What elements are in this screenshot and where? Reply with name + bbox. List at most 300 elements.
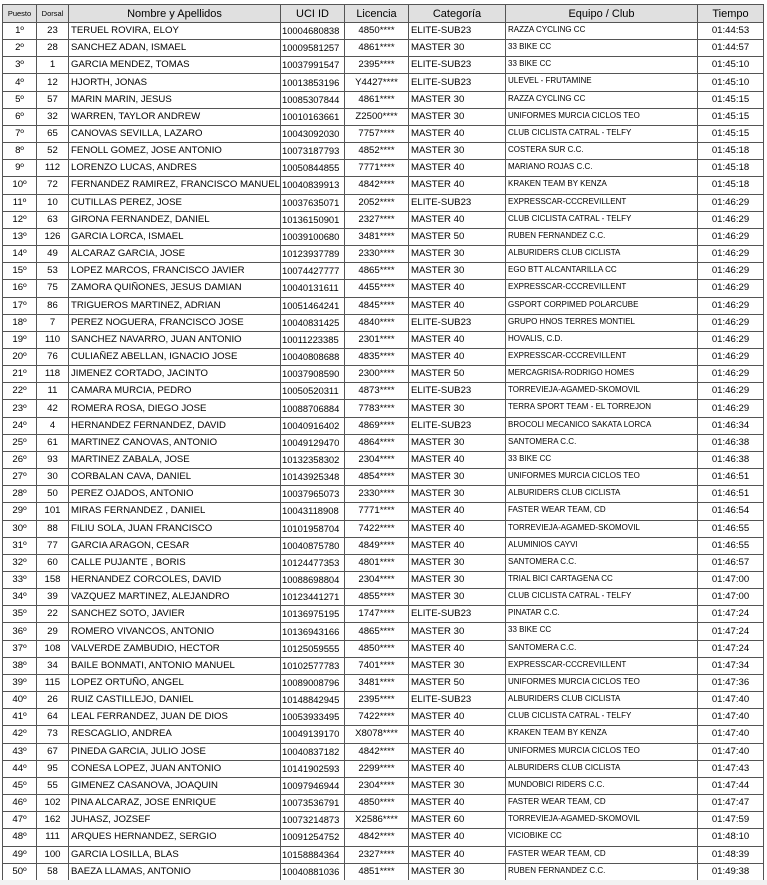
cell-nombre: SANCHEZ ADAN, ISMAEL xyxy=(69,40,281,57)
cell-categoria: MASTER 40 xyxy=(409,520,506,537)
cell-uci-id: 10125059555 xyxy=(281,640,345,657)
cell-licencia: 2304**** xyxy=(345,572,409,589)
cell-categoria: MASTER 30 xyxy=(409,40,506,57)
cell-tiempo: 01:46:51 xyxy=(698,486,764,503)
cell-dorsal: 32 xyxy=(37,108,69,125)
cell-dorsal: 61 xyxy=(37,434,69,451)
cell-nombre: FENOLL GOMEZ, JOSE ANTONIO xyxy=(69,143,281,160)
cell-dorsal: 42 xyxy=(37,400,69,417)
cell-uci-id: 10049129470 xyxy=(281,434,345,451)
cell-dorsal: 108 xyxy=(37,640,69,657)
cell-uci-id: 10136150901 xyxy=(281,211,345,228)
cell-equipo: FASTER WEAR TEAM, CD xyxy=(506,795,698,812)
cell-puesto: 46º xyxy=(3,795,37,812)
cell-nombre: HJORTH, JONAS xyxy=(69,74,281,91)
cell-categoria: ELITE-SUB23 xyxy=(409,314,506,331)
cell-categoria: MASTER 30 xyxy=(409,91,506,108)
cell-puesto: 43º xyxy=(3,743,37,760)
cell-nombre: CANOVAS SEVILLA, LAZARO xyxy=(69,125,281,142)
cell-categoria: MASTER 40 xyxy=(409,177,506,194)
table-row xyxy=(3,657,764,674)
cell-equipo: BROCOLI MECANICO SAKATA LORCA xyxy=(506,417,698,434)
cell-puesto: 37º xyxy=(3,640,37,657)
cell-equipo: EGO BTT ALCANTARILLA CC xyxy=(506,263,698,280)
cell-equipo: 33 BIKE CC xyxy=(506,40,698,57)
cell-dorsal: 73 xyxy=(37,726,69,743)
cell-categoria: MASTER 50 xyxy=(409,674,506,691)
cell-dorsal: 10 xyxy=(37,194,69,211)
cell-dorsal: 57 xyxy=(37,91,69,108)
cell-nombre: LEAL FERRANDEZ, JUAN DE DIOS xyxy=(69,709,281,726)
cell-equipo: RAZZA CYCLING CC xyxy=(506,91,698,108)
cell-nombre: GIMENEZ CASANOVA, JOAQUIN xyxy=(69,777,281,794)
cell-puesto: 13º xyxy=(3,228,37,245)
cell-tiempo: 01:47:40 xyxy=(698,692,764,709)
cell-uci-id: 10089008796 xyxy=(281,674,345,691)
header-puesto: Puesto xyxy=(3,5,37,23)
table-row xyxy=(3,125,764,142)
cell-uci-id: 10097946944 xyxy=(281,777,345,794)
cell-categoria: MASTER 30 xyxy=(409,623,506,640)
cell-categoria: MASTER 60 xyxy=(409,812,506,829)
cell-equipo: ALBURIDERS CLUB CICLISTA xyxy=(506,760,698,777)
cell-uci-id: 10040131611 xyxy=(281,280,345,297)
cell-licencia: X2586**** xyxy=(345,812,409,829)
table-row xyxy=(3,812,764,829)
cell-uci-id: 10040831425 xyxy=(281,314,345,331)
table-row xyxy=(3,846,764,863)
cell-tiempo: 01:47:40 xyxy=(698,743,764,760)
cell-equipo: EXPRESSCAR-CCCREVILLENT xyxy=(506,657,698,674)
cell-dorsal: 7 xyxy=(37,314,69,331)
cell-tiempo: 01:48:10 xyxy=(698,829,764,846)
cell-licencia: 4801**** xyxy=(345,554,409,571)
cell-licencia: 4842**** xyxy=(345,177,409,194)
cell-licencia: Z2500**** xyxy=(345,108,409,125)
cell-equipo: RUBEN FERNANDEZ C.C. xyxy=(506,863,698,880)
cell-uci-id: 10123937789 xyxy=(281,246,345,263)
cell-tiempo: 01:46:29 xyxy=(698,297,764,314)
cell-categoria: MASTER 30 xyxy=(409,589,506,606)
cell-uci-id: 10040875780 xyxy=(281,537,345,554)
cell-licencia: 4873**** xyxy=(345,383,409,400)
cell-puesto: 34º xyxy=(3,589,37,606)
cell-licencia: 4861**** xyxy=(345,40,409,57)
cell-tiempo: 01:45:15 xyxy=(698,91,764,108)
cell-equipo: UNIFORMES MURCIA CICLOS TEO xyxy=(506,674,698,691)
cell-categoria: MASTER 40 xyxy=(409,160,506,177)
cell-licencia: 2395**** xyxy=(345,57,409,74)
cell-licencia: 7783**** xyxy=(345,400,409,417)
cell-nombre: TRIGUEROS MARTINEZ, ADRIAN xyxy=(69,297,281,314)
cell-licencia: 2395**** xyxy=(345,692,409,709)
cell-dorsal: 30 xyxy=(37,469,69,486)
cell-tiempo: 01:47:34 xyxy=(698,657,764,674)
cell-licencia: 4864**** xyxy=(345,434,409,451)
cell-puesto: 9º xyxy=(3,160,37,177)
cell-uci-id: 10053933495 xyxy=(281,709,345,726)
header-tiempo: Tiempo xyxy=(698,5,764,23)
cell-uci-id: 10102577783 xyxy=(281,657,345,674)
cell-equipo: 33 BIKE CC xyxy=(506,57,698,74)
cell-equipo: KRAKEN TEAM BY KENZA xyxy=(506,177,698,194)
cell-dorsal: 58 xyxy=(37,863,69,880)
cell-uci-id: 10039100680 xyxy=(281,228,345,245)
cell-equipo: COSTERA SUR C.C. xyxy=(506,143,698,160)
cell-categoria: MASTER 40 xyxy=(409,743,506,760)
cell-tiempo: 01:47:36 xyxy=(698,674,764,691)
cell-dorsal: 110 xyxy=(37,331,69,348)
cell-puesto: 48º xyxy=(3,829,37,846)
cell-puesto: 41º xyxy=(3,709,37,726)
cell-categoria: MASTER 30 xyxy=(409,863,506,880)
cell-uci-id: 10040808688 xyxy=(281,348,345,365)
cell-uci-id: 10004680838 xyxy=(281,23,345,40)
cell-categoria: MASTER 40 xyxy=(409,348,506,365)
cell-dorsal: 76 xyxy=(37,348,69,365)
cell-tiempo: 01:44:53 xyxy=(698,23,764,40)
cell-puesto: 35º xyxy=(3,606,37,623)
cell-licencia: Y4427**** xyxy=(345,74,409,91)
cell-categoria: MASTER 30 xyxy=(409,246,506,263)
header-nombre: Nombre y Apellidos xyxy=(69,5,281,23)
cell-uci-id: 10040881036 xyxy=(281,863,345,880)
cell-nombre: FERNANDEZ RAMIREZ, FRANCISCO MANUEL xyxy=(69,177,281,194)
table-row xyxy=(3,108,764,125)
cell-puesto: 49º xyxy=(3,846,37,863)
cell-equipo: VICIOBIKE CC xyxy=(506,829,698,846)
cell-equipo: MERCAGRISA-RODRIGO HOMES xyxy=(506,366,698,383)
table-row xyxy=(3,366,764,383)
table-row xyxy=(3,40,764,57)
cell-tiempo: 01:46:29 xyxy=(698,331,764,348)
cell-uci-id: 10148842945 xyxy=(281,692,345,709)
cell-nombre: GIRONA FERNANDEZ, DANIEL xyxy=(69,211,281,228)
cell-puesto: 22º xyxy=(3,383,37,400)
cell-puesto: 45º xyxy=(3,777,37,794)
results-table xyxy=(2,4,764,881)
table-row xyxy=(3,623,764,640)
cell-uci-id: 10088706884 xyxy=(281,400,345,417)
table-row xyxy=(3,417,764,434)
table-row xyxy=(3,331,764,348)
cell-uci-id: 10040916402 xyxy=(281,417,345,434)
cell-tiempo: 01:46:29 xyxy=(698,246,764,263)
cell-licencia: 7771**** xyxy=(345,503,409,520)
cell-dorsal: 11 xyxy=(37,383,69,400)
cell-licencia: 4835**** xyxy=(345,348,409,365)
cell-dorsal: 86 xyxy=(37,297,69,314)
cell-tiempo: 01:45:10 xyxy=(698,74,764,91)
cell-licencia: 7771**** xyxy=(345,160,409,177)
cell-equipo: ALUMINIOS CAYVI xyxy=(506,537,698,554)
cell-nombre: GARCIA LOSILLA, BLAS xyxy=(69,846,281,863)
cell-tiempo: 01:47:00 xyxy=(698,589,764,606)
cell-puesto: 16º xyxy=(3,280,37,297)
cell-uci-id: 10011223385 xyxy=(281,331,345,348)
cell-licencia: 4851**** xyxy=(345,863,409,880)
cell-tiempo: 01:46:29 xyxy=(698,228,764,245)
cell-licencia: 4850**** xyxy=(345,640,409,657)
cell-licencia: 4845**** xyxy=(345,297,409,314)
cell-licencia: 4869**** xyxy=(345,417,409,434)
cell-dorsal: 88 xyxy=(37,520,69,537)
cell-uci-id: 10091254752 xyxy=(281,829,345,846)
cell-equipo: CLUB CICLISTA CATRAL - TELFY xyxy=(506,125,698,142)
cell-nombre: LOPEZ MARCOS, FRANCISCO JAVIER xyxy=(69,263,281,280)
cell-categoria: MASTER 30 xyxy=(409,400,506,417)
cell-dorsal: 126 xyxy=(37,228,69,245)
cell-nombre: MARTINEZ CANOVAS, ANTONIO xyxy=(69,434,281,451)
cell-categoria: MASTER 30 xyxy=(409,469,506,486)
table-row xyxy=(3,726,764,743)
cell-licencia: 1747**** xyxy=(345,606,409,623)
cell-categoria: MASTER 40 xyxy=(409,451,506,468)
cell-puesto: 40º xyxy=(3,692,37,709)
table-row xyxy=(3,640,764,657)
cell-tiempo: 01:44:57 xyxy=(698,40,764,57)
cell-dorsal: 39 xyxy=(37,589,69,606)
cell-categoria: MASTER 40 xyxy=(409,125,506,142)
cell-tiempo: 01:46:57 xyxy=(698,554,764,571)
cell-uci-id: 10037965073 xyxy=(281,486,345,503)
header-uci-id: UCI ID xyxy=(281,5,345,23)
cell-dorsal: 52 xyxy=(37,143,69,160)
cell-tiempo: 01:47:43 xyxy=(698,760,764,777)
cell-equipo: UNIFORMES MURCIA CICLOS TEO xyxy=(506,108,698,125)
cell-uci-id: 10136975195 xyxy=(281,606,345,623)
table-row xyxy=(3,177,764,194)
cell-nombre: PINEDA GARCIA, JULIO JOSE xyxy=(69,743,281,760)
table-row xyxy=(3,674,764,691)
cell-categoria: MASTER 40 xyxy=(409,537,506,554)
header-licencia: Licencia xyxy=(345,5,409,23)
table-row xyxy=(3,160,764,177)
cell-puesto: 7º xyxy=(3,125,37,142)
cell-uci-id: 10040837182 xyxy=(281,743,345,760)
table-row xyxy=(3,297,764,314)
table-row xyxy=(3,263,764,280)
cell-licencia: 2299**** xyxy=(345,760,409,777)
table-row xyxy=(3,777,764,794)
table-row xyxy=(3,760,764,777)
cell-tiempo: 01:46:51 xyxy=(698,469,764,486)
cell-uci-id: 10158884364 xyxy=(281,846,345,863)
cell-licencia: 4842**** xyxy=(345,743,409,760)
cell-categoria: MASTER 30 xyxy=(409,657,506,674)
cell-licencia: 3481**** xyxy=(345,228,409,245)
cell-licencia: 3481**** xyxy=(345,674,409,691)
cell-puesto: 33º xyxy=(3,572,37,589)
cell-uci-id: 10037991547 xyxy=(281,57,345,74)
header-categoria: Categoría xyxy=(409,5,506,23)
table-row xyxy=(3,400,764,417)
cell-dorsal: 95 xyxy=(37,760,69,777)
cell-puesto: 19º xyxy=(3,331,37,348)
cell-equipo: GSPORT CORPIMED POLARCUBE xyxy=(506,297,698,314)
cell-uci-id: 10049139170 xyxy=(281,726,345,743)
cell-nombre: GARCIA ARAGON, CESAR xyxy=(69,537,281,554)
cell-dorsal: 55 xyxy=(37,777,69,794)
cell-puesto: 50º xyxy=(3,863,37,880)
cell-puesto: 8º xyxy=(3,143,37,160)
cell-equipo: EXPRESSCAR-CCCREVILLENT xyxy=(506,280,698,297)
cell-dorsal: 111 xyxy=(37,829,69,846)
cell-tiempo: 01:45:15 xyxy=(698,125,764,142)
cell-equipo: TERRA SPORT TEAM - EL TORREJON xyxy=(506,400,698,417)
cell-nombre: CONESA LOPEZ, JUAN ANTONIO xyxy=(69,760,281,777)
table-row xyxy=(3,348,764,365)
cell-licencia: 2330**** xyxy=(345,246,409,263)
cell-licencia: 4865**** xyxy=(345,263,409,280)
table-row xyxy=(3,280,764,297)
cell-equipo: TORREVIEJA-AGAMED-SKOMOVIL xyxy=(506,520,698,537)
cell-puesto: 31º xyxy=(3,537,37,554)
cell-categoria: MASTER 40 xyxy=(409,640,506,657)
cell-categoria: MASTER 40 xyxy=(409,331,506,348)
table-row xyxy=(3,211,764,228)
cell-tiempo: 01:46:29 xyxy=(698,211,764,228)
cell-tiempo: 01:46:29 xyxy=(698,194,764,211)
cell-tiempo: 01:46:38 xyxy=(698,434,764,451)
cell-puesto: 38º xyxy=(3,657,37,674)
cell-nombre: HERNANDEZ CORCOLES, DAVID xyxy=(69,572,281,589)
cell-dorsal: 60 xyxy=(37,554,69,571)
cell-uci-id: 10073536791 xyxy=(281,795,345,812)
table-row xyxy=(3,486,764,503)
table-body xyxy=(3,23,764,881)
cell-dorsal: 77 xyxy=(37,537,69,554)
cell-categoria: ELITE-SUB23 xyxy=(409,74,506,91)
cell-licencia: 4865**** xyxy=(345,623,409,640)
table-row xyxy=(3,74,764,91)
cell-equipo: GRUPO HNOS TERRES MONTIEL xyxy=(506,314,698,331)
cell-categoria: MASTER 30 xyxy=(409,143,506,160)
cell-dorsal: 115 xyxy=(37,674,69,691)
cell-puesto: 28º xyxy=(3,486,37,503)
cell-uci-id: 10037635071 xyxy=(281,194,345,211)
cell-equipo: TORREVIEJA-AGAMED-SKOMOVIL xyxy=(506,383,698,400)
cell-puesto: 5º xyxy=(3,91,37,108)
cell-nombre: GARCIA MENDEZ, TOMAS xyxy=(69,57,281,74)
cell-puesto: 2º xyxy=(3,40,37,57)
cell-uci-id: 10050520311 xyxy=(281,383,345,400)
cell-uci-id: 10136943166 xyxy=(281,623,345,640)
cell-puesto: 47º xyxy=(3,812,37,829)
cell-uci-id: 10143925348 xyxy=(281,469,345,486)
cell-tiempo: 01:46:54 xyxy=(698,503,764,520)
cell-categoria: MASTER 40 xyxy=(409,503,506,520)
cell-nombre: WARREN, TAYLOR ANDREW xyxy=(69,108,281,125)
cell-tiempo: 01:46:29 xyxy=(698,348,764,365)
cell-categoria: MASTER 40 xyxy=(409,829,506,846)
cell-categoria: MASTER 30 xyxy=(409,572,506,589)
cell-puesto: 12º xyxy=(3,211,37,228)
cell-equipo: SANTOMERA C.C. xyxy=(506,434,698,451)
table-row xyxy=(3,572,764,589)
cell-puesto: 11º xyxy=(3,194,37,211)
table-row xyxy=(3,606,764,623)
cell-dorsal: 28 xyxy=(37,40,69,57)
cell-tiempo: 01:47:24 xyxy=(698,640,764,657)
cell-tiempo: 01:46:29 xyxy=(698,263,764,280)
cell-categoria: MASTER 30 xyxy=(409,554,506,571)
cell-categoria: MASTER 50 xyxy=(409,228,506,245)
cell-tiempo: 01:45:18 xyxy=(698,177,764,194)
cell-nombre: ARQUES HERNANDEZ, SERGIO xyxy=(69,829,281,846)
cell-nombre: LOPEZ ORTUÑO, ANGEL xyxy=(69,674,281,691)
table-row xyxy=(3,246,764,263)
cell-uci-id: 10009581257 xyxy=(281,40,345,57)
cell-uci-id: 10037908590 xyxy=(281,366,345,383)
cell-equipo: ULEVEL - FRUTAMINE xyxy=(506,74,698,91)
cell-dorsal: 34 xyxy=(37,657,69,674)
cell-nombre: SANCHEZ NAVARRO, JUAN ANTONIO xyxy=(69,331,281,348)
table-row xyxy=(3,709,764,726)
cell-equipo: FASTER WEAR TEAM, CD xyxy=(506,503,698,520)
cell-licencia: 2301**** xyxy=(345,331,409,348)
table-row xyxy=(3,692,764,709)
cell-tiempo: 01:46:29 xyxy=(698,400,764,417)
cell-uci-id: 10141902593 xyxy=(281,760,345,777)
cell-nombre: FILIU SOLA, JUAN FRANCISCO xyxy=(69,520,281,537)
cell-categoria: MASTER 30 xyxy=(409,434,506,451)
cell-licencia: 4842**** xyxy=(345,829,409,846)
cell-licencia: 4840**** xyxy=(345,314,409,331)
cell-tiempo: 01:47:40 xyxy=(698,726,764,743)
cell-dorsal: 65 xyxy=(37,125,69,142)
table-row xyxy=(3,91,764,108)
cell-puesto: 3º xyxy=(3,57,37,74)
cell-dorsal: 49 xyxy=(37,246,69,263)
cell-nombre: ZAMORA QUIÑONES, JESUS DAMIAN xyxy=(69,280,281,297)
cell-puesto: 21º xyxy=(3,366,37,383)
cell-equipo: SANTOMERA C.C. xyxy=(506,554,698,571)
cell-uci-id: 10088698804 xyxy=(281,572,345,589)
table-row xyxy=(3,795,764,812)
cell-dorsal: 4 xyxy=(37,417,69,434)
cell-uci-id: 10043092030 xyxy=(281,125,345,142)
cell-uci-id: 10124477353 xyxy=(281,554,345,571)
cell-nombre: RUIZ CASTILLEJO, DANIEL xyxy=(69,692,281,709)
table-row xyxy=(3,503,764,520)
cell-nombre: VAZQUEZ MARTINEZ, ALEJANDRO xyxy=(69,589,281,606)
cell-puesto: 10º xyxy=(3,177,37,194)
cell-uci-id: 10074427777 xyxy=(281,263,345,280)
cell-dorsal: 63 xyxy=(37,211,69,228)
cell-puesto: 32º xyxy=(3,554,37,571)
table-row xyxy=(3,469,764,486)
cell-equipo: FASTER WEAR TEAM, CD xyxy=(506,846,698,863)
cell-licencia: 4855**** xyxy=(345,589,409,606)
cell-tiempo: 01:47:24 xyxy=(698,623,764,640)
cell-licencia: 7757**** xyxy=(345,125,409,142)
cell-equipo: TORREVIEJA-AGAMED-SKOMOVIL xyxy=(506,812,698,829)
cell-tiempo: 01:47:00 xyxy=(698,572,764,589)
cell-uci-id: 10050844855 xyxy=(281,160,345,177)
cell-categoria: MASTER 40 xyxy=(409,726,506,743)
cell-equipo: RUBEN FERNANDEZ C.C. xyxy=(506,228,698,245)
cell-dorsal: 101 xyxy=(37,503,69,520)
cell-nombre: MIRAS FERNANDEZ , DANIEL xyxy=(69,503,281,520)
cell-nombre: ROMERA ROSA, DIEGO JOSE xyxy=(69,400,281,417)
cell-equipo: ALBURIDERS CLUB CICLISTA xyxy=(506,692,698,709)
cell-licencia: 4850**** xyxy=(345,795,409,812)
cell-licencia: 2300**** xyxy=(345,366,409,383)
cell-tiempo: 01:46:38 xyxy=(698,451,764,468)
page-bottom-margin xyxy=(0,880,767,885)
cell-tiempo: 01:45:15 xyxy=(698,108,764,125)
